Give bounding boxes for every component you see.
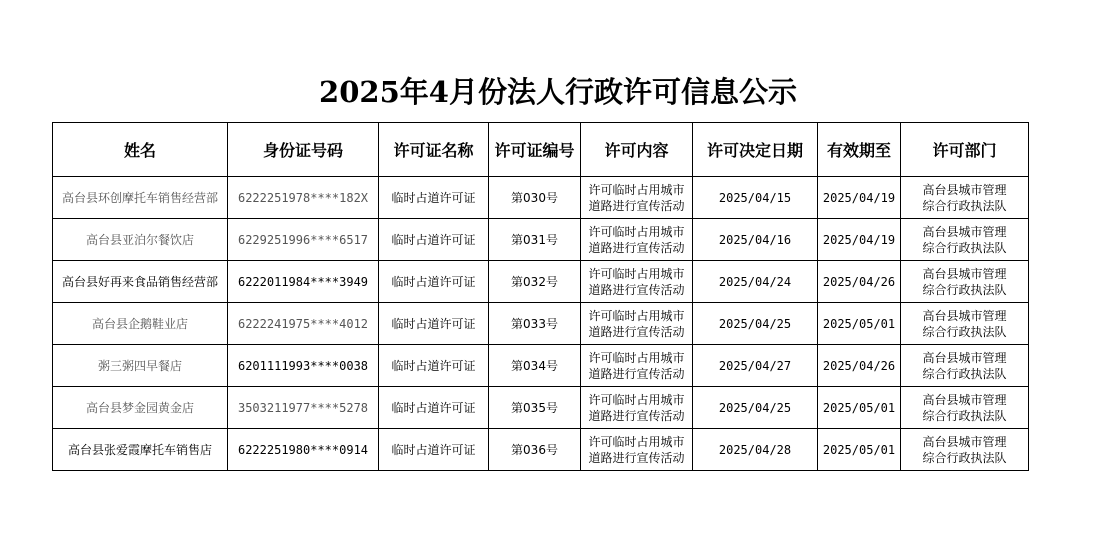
content-line-2: 道路进行宣传活动 (588, 366, 685, 381)
content-line-2: 道路进行宣传活动 (588, 198, 685, 213)
cell-valid-until: 2025/04/19 (818, 219, 901, 261)
department-line-2: 综合行政执法队 (922, 450, 1007, 465)
cell-name: 高台县梦金园黄金店 (53, 387, 228, 429)
cell-department (901, 345, 1029, 387)
cell-department (901, 387, 1029, 429)
cell-name: 高台县环创摩托车销售经营部 (53, 177, 228, 219)
cell-license-content (581, 261, 693, 303)
department-line-2: 综合行政执法队 (922, 198, 1007, 213)
header-decision-date: 许可决定日期 (693, 123, 818, 177)
department-line-1: 高台县城市管理 (922, 224, 1007, 239)
page-title: 2025年4月份法人行政许可信息公示 (319, 75, 797, 109)
content-line-1: 许可临时占用城市 (588, 350, 685, 365)
cell-license-number: 第031号 (489, 219, 581, 261)
department-line-2: 综合行政执法队 (922, 408, 1007, 423)
cell-id-number: 3503211977****5278 (228, 387, 379, 429)
cell-license-number: 第036号 (489, 429, 581, 471)
department-line-2: 综合行政执法队 (922, 366, 1007, 381)
content-line-2: 道路进行宣传活动 (588, 282, 685, 297)
cell-department (901, 429, 1029, 471)
department-line-2: 综合行政执法队 (922, 282, 1007, 297)
cell-license-name: 临时占道许可证 (379, 219, 489, 261)
cell-decision-date: 2025/04/25 (693, 387, 818, 429)
cell-decision-date: 2025/04/27 (693, 345, 818, 387)
header-valid-until: 有效期至 (818, 123, 901, 177)
cell-license-name: 临时占道许可证 (379, 261, 489, 303)
cell-license-name: 临时占道许可证 (379, 429, 489, 471)
department-line-1: 高台县城市管理 (922, 182, 1007, 197)
header-license-name: 许可证名称 (379, 123, 489, 177)
content-line-2: 道路进行宣传活动 (588, 408, 685, 423)
content-line-2: 道路进行宣传活动 (588, 450, 685, 465)
header-name: 姓名 (53, 123, 228, 177)
cell-license-content (581, 177, 693, 219)
table-row (53, 345, 1029, 387)
cell-decision-date: 2025/04/28 (693, 429, 818, 471)
cell-license-number: 第030号 (489, 177, 581, 219)
content-line-1: 许可临时占用城市 (588, 266, 685, 281)
cell-department (901, 219, 1029, 261)
cell-decision-date: 2025/04/16 (693, 219, 818, 261)
cell-name: 高台县企鹅鞋业店 (53, 303, 228, 345)
content-line-1: 许可临时占用城市 (588, 182, 685, 197)
cell-id-number: 6222251978****182X (228, 177, 379, 219)
department-line-1: 高台县城市管理 (922, 266, 1007, 281)
header-license-content: 许可内容 (581, 123, 693, 177)
header-department: 许可部门 (901, 123, 1029, 177)
cell-license-content (581, 303, 693, 345)
header-license-number: 许可证编号 (489, 123, 581, 177)
cell-license-name: 临时占道许可证 (379, 345, 489, 387)
department-line-2: 综合行政执法队 (922, 240, 1007, 255)
cell-name: 高台县亚泊尔餐饮店 (53, 219, 228, 261)
cell-valid-until: 2025/04/26 (818, 261, 901, 303)
content-line-1: 许可临时占用城市 (588, 434, 685, 449)
content-line-1: 许可临时占用城市 (588, 392, 685, 407)
cell-license-name: 临时占道许可证 (379, 177, 489, 219)
cell-id-number: 6229251996****6517 (228, 219, 379, 261)
department-line-1: 高台县城市管理 (922, 308, 1007, 323)
cell-id-number: 6201111993****0038 (228, 345, 379, 387)
department-line-1: 高台县城市管理 (922, 434, 1007, 449)
table-row (53, 387, 1029, 429)
cell-department (901, 303, 1029, 345)
cell-valid-until: 2025/04/26 (818, 345, 901, 387)
cell-license-content (581, 345, 693, 387)
cell-license-content (581, 429, 693, 471)
cell-license-number: 第032号 (489, 261, 581, 303)
cell-name: 高台县好再来食品销售经营部 (53, 261, 228, 303)
table-row (53, 303, 1029, 345)
permit-table (52, 122, 1029, 471)
cell-valid-until: 2025/05/01 (818, 429, 901, 471)
cell-license-content (581, 387, 693, 429)
cell-department (901, 177, 1029, 219)
cell-id-number: 6222011984****3949 (228, 261, 379, 303)
cell-id-number: 6222241975****4012 (228, 303, 379, 345)
header-id-number: 身份证号码 (228, 123, 379, 177)
cell-license-number: 第033号 (489, 303, 581, 345)
cell-license-name: 临时占道许可证 (379, 303, 489, 345)
table-row (53, 219, 1029, 261)
cell-decision-date: 2025/04/15 (693, 177, 818, 219)
cell-license-number: 第034号 (489, 345, 581, 387)
cell-license-content (581, 219, 693, 261)
cell-valid-until: 2025/05/01 (818, 387, 901, 429)
table-row (53, 261, 1029, 303)
cell-decision-date: 2025/04/25 (693, 303, 818, 345)
table-row (53, 429, 1029, 471)
content-line-2: 道路进行宣传活动 (588, 240, 685, 255)
content-line-1: 许可临时占用城市 (588, 308, 685, 323)
department-line-1: 高台县城市管理 (922, 350, 1007, 365)
cell-valid-until: 2025/04/19 (818, 177, 901, 219)
cell-decision-date: 2025/04/24 (693, 261, 818, 303)
department-line-1: 高台县城市管理 (922, 392, 1007, 407)
cell-license-number: 第035号 (489, 387, 581, 429)
cell-name: 高台县张爱霞摩托车销售店 (53, 429, 228, 471)
table-row (53, 177, 1029, 219)
cell-department (901, 261, 1029, 303)
header-row (53, 123, 1029, 177)
department-line-2: 综合行政执法队 (922, 324, 1007, 339)
content-line-2: 道路进行宣传活动 (588, 324, 685, 339)
content-line-1: 许可临时占用城市 (588, 224, 685, 239)
cell-id-number: 6222251980****0914 (228, 429, 379, 471)
cell-license-name: 临时占道许可证 (379, 387, 489, 429)
cell-name: 粥三粥四早餐店 (53, 345, 228, 387)
cell-valid-until: 2025/05/01 (818, 303, 901, 345)
